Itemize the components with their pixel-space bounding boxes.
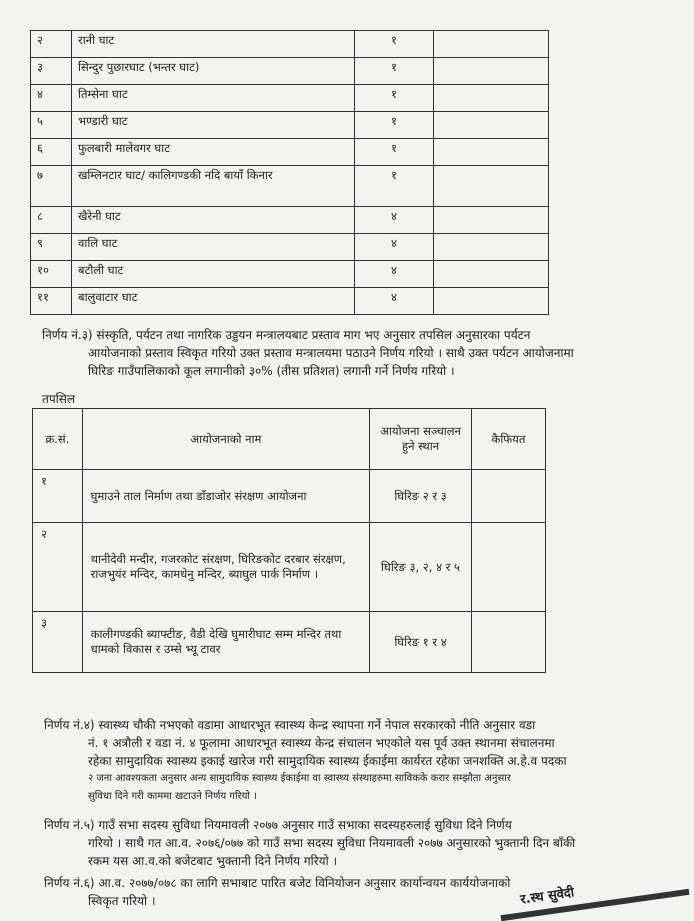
cell-sn: ३ bbox=[31, 58, 72, 85]
cell-name: वालि घाट bbox=[72, 234, 355, 261]
cell-name: खैरेनी घाट bbox=[72, 207, 355, 234]
cell-extra bbox=[434, 234, 549, 261]
cell-sn: ११ bbox=[31, 288, 72, 315]
table-row bbox=[31, 234, 549, 261]
table-row bbox=[31, 139, 549, 166]
table-row bbox=[31, 261, 549, 288]
decision-text: रकम यस आ.व.को बजेटबाट भुक्तानी दिने निर्णय गरियो । bbox=[88, 854, 338, 868]
cell-remarks bbox=[471, 523, 545, 612]
decision-text: नं. १ अत्रौली र वडा नं. ४ फूलामा आधारभूत स्वास्थ्य केन्द्र संचालन भएकोले यस पूर्व उक्त स्थानमा संचालनमा bbox=[88, 736, 555, 750]
cell-sn: ७ bbox=[31, 166, 72, 207]
cell-name: भण्डारी घाट bbox=[72, 112, 355, 139]
project-table bbox=[32, 408, 546, 673]
cell-sn: ५ bbox=[31, 112, 72, 139]
decision-text: गरियो । साथै गत आ.व. २०७६/०७७ को गाउँ सभा सदस्य सुविधा नियमावली २०७७ अनुसारको भुक्तानी दिन बाँकी bbox=[88, 836, 576, 850]
cell-extra bbox=[434, 288, 549, 315]
header-name: आयोजनाको नाम bbox=[82, 409, 370, 470]
decision-text: स्विकृत गरियो । bbox=[88, 894, 156, 908]
cell-name: तिम्सेना घाट bbox=[72, 85, 355, 112]
cell-sn: १ bbox=[33, 470, 83, 523]
decision-text: आ.व. २०७७/०७८ का लागि सभाबाट पारित बजेट विनियोजन अनुसार कार्यान्वयन कार्ययोजनाको bbox=[98, 876, 511, 890]
cell-sn: १० bbox=[31, 261, 72, 288]
decision-4 bbox=[44, 716, 674, 806]
decision-text: सुविधा दिने गरी काममा खटाउने निर्णय गरियो । bbox=[88, 791, 257, 802]
table-row bbox=[31, 31, 549, 58]
decision-text: रहेका सामुदायिक स्वास्थ्य इकाई खारेज गरी सामुदायिक स्वास्थ्य ईकाईमा कार्यरत रहेका जनशक्ति अ.हे.व पदका bbox=[88, 754, 567, 768]
signature-stamp: र.स्थ सुवेदी bbox=[519, 885, 576, 908]
decision-text: संस्कृति, पर्यटन तथा नागरिक उड्डयन मन्त्रालयबाट प्रस्ताव माग भए अनुसार तपसिल अनुसारका पर्यटन bbox=[96, 328, 531, 342]
table-row bbox=[33, 612, 546, 673]
cell-sn: २ bbox=[31, 31, 72, 58]
cell-name: घुमाउने ताल निर्माण तथा डाँडाजोर संरक्षण आयोजना bbox=[82, 470, 370, 523]
cell-sn: २ bbox=[33, 523, 83, 612]
cell-name: सिन्दुर पुछारघाट (भन्तर घाट) bbox=[72, 58, 355, 85]
ghat-table bbox=[30, 30, 549, 315]
cell-extra bbox=[434, 139, 549, 166]
table-row bbox=[31, 207, 549, 234]
cell-sn: ४ bbox=[31, 85, 72, 112]
cell-extra bbox=[434, 31, 549, 58]
cell-num: १ bbox=[355, 85, 434, 112]
cell-sn: ९ bbox=[31, 234, 72, 261]
table-row bbox=[31, 112, 549, 139]
cell-num: १ bbox=[355, 112, 434, 139]
decision-text: आयोजनाको प्रस्ताव स्विकृत गरियो उक्त प्रस्ताव मन्त्रालयमा पठाउने निर्णय गरियो । साथै उक्त पर्यटन आयोजनामा bbox=[88, 346, 574, 360]
cell-extra bbox=[434, 166, 549, 207]
cell-extra bbox=[434, 261, 549, 288]
decision-label: निर्णय नं.५) bbox=[44, 818, 95, 832]
cell-name: कालीगण्डकी ब्याफ्टीङ, वैडी देखि घुमारीघाट सम्म मन्दिर तथा धामको विकास र उम्से भ्यू टावर bbox=[82, 612, 370, 673]
cell-sn: ६ bbox=[31, 139, 72, 166]
table-row bbox=[31, 85, 549, 112]
cell-extra bbox=[434, 85, 549, 112]
cell-name: बालुवाटार घाट bbox=[72, 288, 355, 315]
cell-num: १ bbox=[355, 166, 434, 207]
cell-name: फुलबारी मालेवगर घाट bbox=[72, 139, 355, 166]
decision-text: घिरिङ गाउँपालिकाको कूल लगानीको ३०% (तीस प्रतिशत) लगानी गर्ने निर्णय गरियो । bbox=[88, 364, 455, 378]
cell-num: १ bbox=[355, 139, 434, 166]
cell-num: ४ bbox=[355, 288, 434, 315]
decision-3 bbox=[42, 326, 672, 380]
decision-text: गाउँ सभा सदस्य सुविधा नियमावली २०७७ अनुसार गाउँ सभाका सदस्यहरुलाई सुविधा दिने निर्णय bbox=[98, 818, 512, 832]
decision-label: निर्णय नं.६) bbox=[44, 876, 95, 890]
cell-location: घिरिङ ३, २, ४ र ५ bbox=[370, 523, 472, 612]
table-row bbox=[31, 166, 549, 207]
cell-remarks bbox=[471, 470, 545, 523]
cell-name: रानी घाट bbox=[72, 31, 355, 58]
decision-label: निर्णय नं.४) bbox=[44, 718, 95, 732]
decision-text: २ जना आवश्यकता अनुसार अन्य सामुदायिक स्वास्थ्य ईकाईमा वा स्वास्थ्य संस्थाहरुमा साविकके करार सम्झौता अनुसार bbox=[88, 773, 511, 784]
cell-num: ४ bbox=[355, 234, 434, 261]
cell-extra bbox=[434, 58, 549, 85]
table-row bbox=[33, 470, 546, 523]
cell-extra bbox=[434, 207, 549, 234]
cell-num: १ bbox=[355, 58, 434, 85]
cell-name: खम्लिनटार घाट/ कालिगण्डकी नदि बायाँ किनार bbox=[72, 166, 355, 207]
cell-sn: ८ bbox=[31, 207, 72, 234]
cell-location: घिरिङ १ र ४ bbox=[370, 612, 472, 673]
cell-name: थानीदेवी मन्दीर, गजरकोट संरक्षण, घिरिङकोट दरबार संरक्षण, राजभुयंर मन्दिर, कामधेनु मन्दिर, ब्याघुल पार्क निर्माण । bbox=[82, 523, 370, 612]
table-row bbox=[33, 523, 546, 612]
header-remarks: कैफियत bbox=[471, 409, 545, 470]
cell-sn: ३ bbox=[33, 612, 83, 673]
table-header-row bbox=[33, 409, 546, 470]
section-heading: तपसिल bbox=[42, 392, 76, 406]
table-row bbox=[31, 58, 549, 85]
header-location: आयोजना सञ्चालन हुने स्थान bbox=[370, 409, 472, 470]
table-row bbox=[31, 288, 549, 315]
cell-num: १ bbox=[355, 31, 434, 58]
decision-5 bbox=[44, 816, 674, 870]
decision-text: स्वास्थ्य चौकी नभएको वडामा आधारभूत स्वास्थ्य केन्द्र स्थापना गर्ने नेपाल सरकारको नीति अनुसार वडा bbox=[98, 718, 536, 732]
cell-location: घिरिङ २ र ३ bbox=[370, 470, 472, 523]
decision-label: निर्णय नं.३) bbox=[42, 328, 93, 342]
cell-num: ४ bbox=[355, 261, 434, 288]
header-sn: क्र.सं. bbox=[33, 409, 83, 470]
cell-name: बटौली घाट bbox=[72, 261, 355, 288]
cell-num: ४ bbox=[355, 207, 434, 234]
cell-remarks bbox=[471, 612, 545, 673]
cell-extra bbox=[434, 112, 549, 139]
